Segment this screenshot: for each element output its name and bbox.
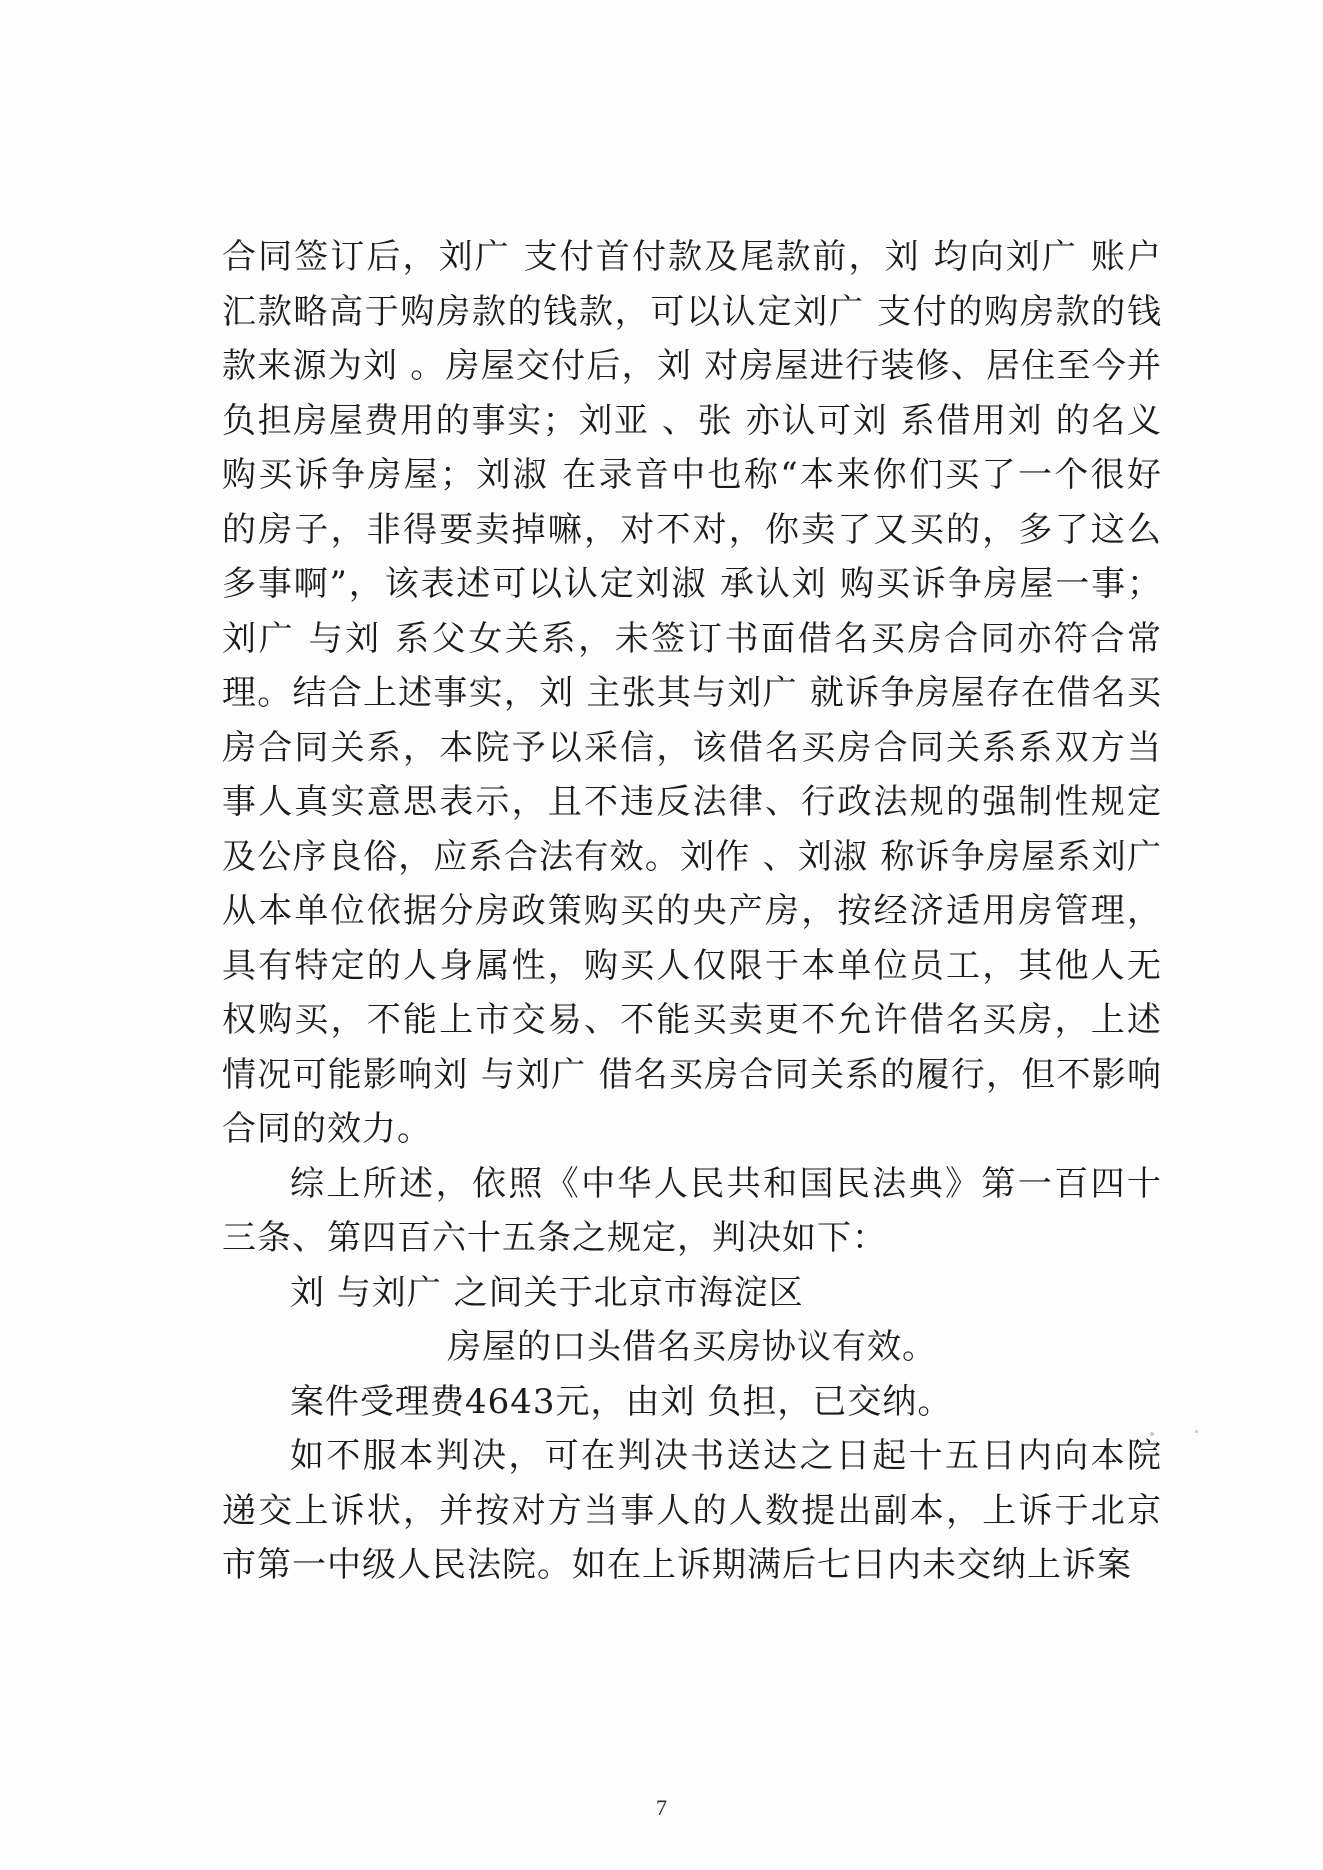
conclusion-paragraph: 综上所述，依照《中华人民共和国民法典》第一百四十三条、第四百六十五条之规定，判决如下： xyxy=(222,1163,1162,1258)
scan-speck xyxy=(1195,1430,1198,1433)
document-body xyxy=(222,230,1162,1593)
appeal-notice-paragraph: 如不服本判决，可在判决书送达之日起十五日内向本院递交上诉状，并按对方当事人的人数提出副本，上诉于北京市第一中级人民法院。如在上诉期满后七日内未交纳上诉案 xyxy=(222,1436,1162,1585)
scan-speck xyxy=(1150,1432,1154,1436)
page-number: 7 xyxy=(656,1795,667,1820)
judgment-item-line-2: 房屋的口头借名买房协议有效。 xyxy=(447,1327,937,1367)
judgment-item-line-1: 刘 与刘广 之间关于北京市海淀区 xyxy=(290,1272,804,1313)
court-fee-paragraph: 案件受理费4643元，由刘 负担，已交纳。 xyxy=(290,1381,953,1422)
reasoning-paragraph: 合同签订后，刘广 支付首付款及尾款前，刘 均向刘广 账户汇款略高于购房款的钱款，可以认定刘广 支付的购房款的钱款来源为刘 。房屋交付后，刘 对房屋进行装修、居住至今并负担房屋费用的事实；刘亚 、张 亦认可刘 系借用刘 的名义购买诉争房屋；刘淑 在录音中也称“本来你们买了一个很好的房子，非得要卖掉嘛，对不对，你卖了又买的，多了这么多事啊”，该表述可以认定刘淑 承认刘 购买诉争房屋一事；刘广 与刘 系父女关系，未签订书面借名买房合同亦符合常理。结合上述事实，刘 主张其与刘广 就诉争房屋存在借名买房合同关系，本院予以采信，该借名买房合同关系系双方当事人真实意思表示，且不违反法律、行政法规的强制性规定及公序良俗，应系合法有效。刘作 、刘淑 称诉争房屋系刘广 从本单位依据分房政策购买的央产房，按经济适用房管理，具有特定的人身属性，购买人仅限于本单位员工，其他人无权购买，不能上市交易、不能买卖更不允许借名买房，上述情况可能影响刘 与刘广 借名买房合同关系的履行，但不影响合同的效力。 xyxy=(222,237,1162,1149)
